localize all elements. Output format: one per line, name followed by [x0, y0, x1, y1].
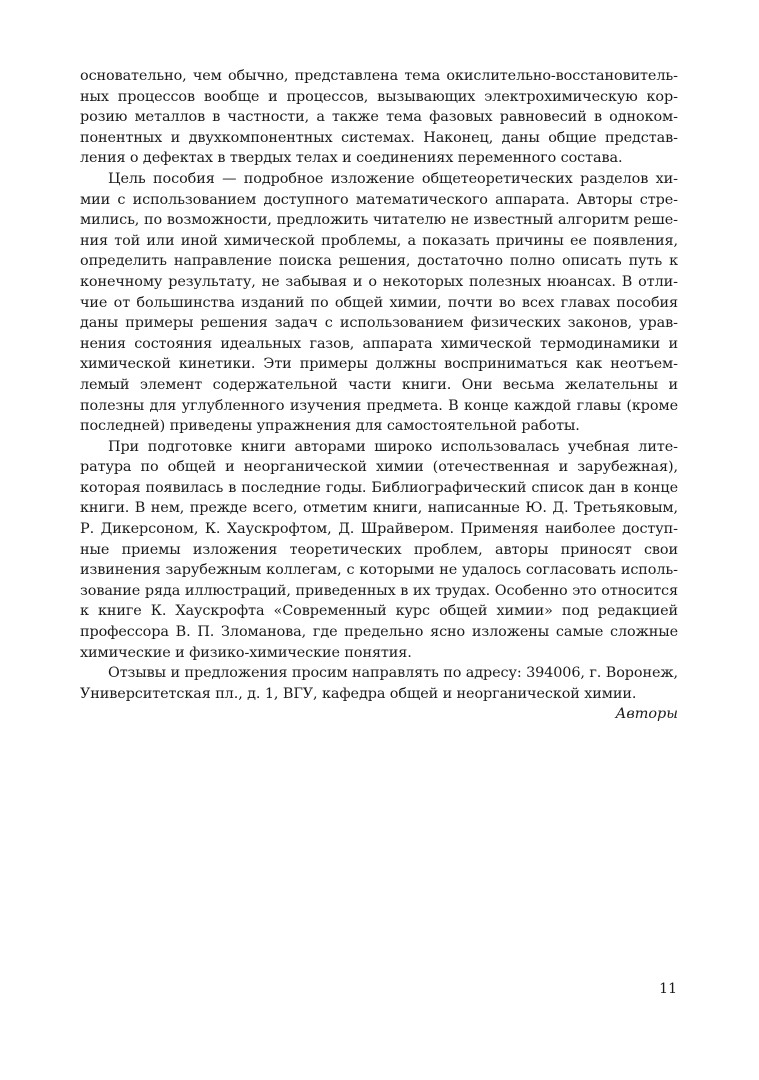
- paragraph-sources: При подготовке книги авторами широко использовалась учебная литература по общей и неорганической химии (отечественная и зарубежная), которая появилась в последние годы. Библиографический список дан в конце книги. В нем, прежде всего, отметим книги, написанные Ю. Д. Третьяковым, Р. Дикерсоном, К. Хаускрофтом, Д. Шрайвером. Применяя наиболее доступные приемы изложения теоретических проблем, авторы приносят свои извинения зарубежным коллегам, с которыми не удалось согласовать использование ряда иллюстраций, приведенных в их трудах. Особенно это относится к книге К. Хаускрофта «Современный курс общей химии» под редакцией профессора В. П. Зломанова, где предельно ясно изложены самые сложные химические и физико-химические понятия.: [80, 438, 678, 661]
- page-body: [80, 66, 678, 725]
- paragraph-continued: основательно, чем обычно, представлена тема окислительно-восстановительных процессов вообще и процессов, вызывающих электрохимическую коррозию металлов в частности, а также тема фазовых равновесий в однокомпонентных и двухкомпонентных системах. Наконец, даны общие представления о дефектах в твердых телах и соединениях переменного состава.: [80, 68, 678, 167]
- authors-signature: Авторы: [615, 706, 678, 723]
- page-number: 11: [659, 981, 677, 997]
- paragraph-purpose: Цель пособия — подробное изложение общетеоретических разделов химии с использованием доступного математического аппарата. Авторы стремились, по возможности, предложить читателю не известный алгоритм решения той или иной химической проблемы, а показать причины ее появления, определить направление поиска решения, достаточно полно описать путь к конечному результату, не забывая и о некоторых полезных нюансах. В отличие от большинства изданий по общей химии, почти во всех главах пособия даны примеры решения задач с использованием физических законов, уравнения состояния идеальных газов, аппарата химической термодинамики и химической кинетики. Эти примеры должны восприниматься как неотъемлемый элемент содержательной части книги. Они весьма желательны и полезны для углубленного изучения предмета. В конце каждой главы (кроме последней) приведены упражнения для самостоятельной работы.: [80, 170, 678, 435]
- paragraph-feedback: Отзывы и предложения просим направлять по адресу: 394006, г. Воронеж, Университетская пл., д. 1, ВГУ, кафедра общей и неорганической химии.: [80, 665, 678, 702]
